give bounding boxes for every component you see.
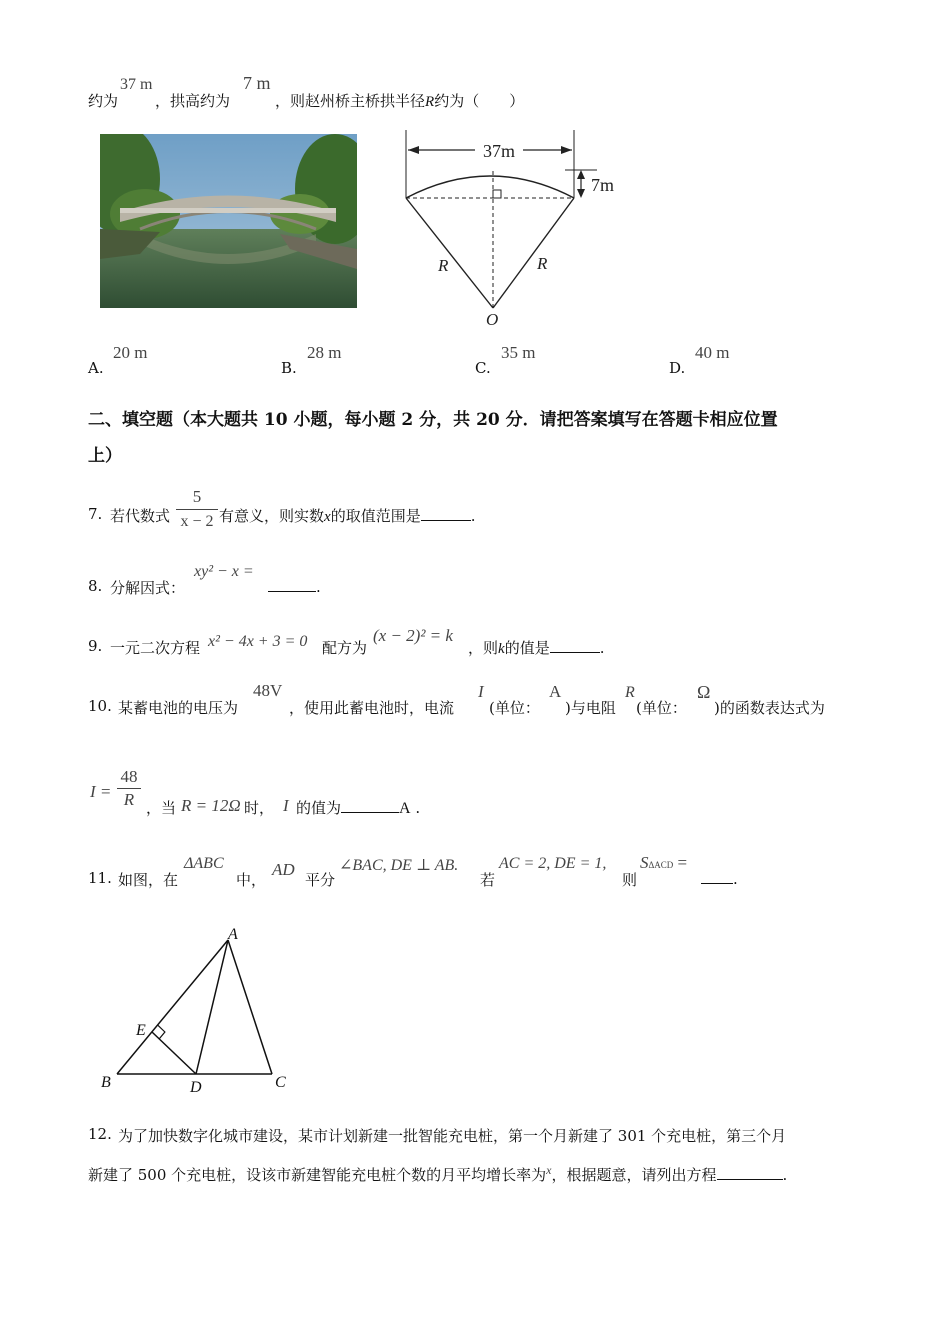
q10-text-8: 时， (244, 799, 275, 817)
q10-current-symbol: I (478, 682, 484, 701)
q7-answer-blank[interactable] (421, 506, 471, 521)
q6-stem-line: 约为 (88, 92, 119, 110)
arch-height-label: 7m (591, 175, 615, 195)
q10-formula-denominator: R (123, 790, 135, 809)
q10-unit-a: A (549, 682, 562, 701)
q10-text-3: (单位： (489, 699, 540, 717)
q10-text-2: ，使用此蓄电池时，电流 (289, 699, 455, 717)
q9-answer-blank[interactable] (550, 638, 600, 653)
q6-stem-part3: ，则赵州桥主桥拱半径R约为（ ） (275, 92, 525, 110)
q7-text-1: 若代数式 (110, 507, 171, 525)
q12-line-1: 为了加快数字化城市建设，某市计划新建一批智能充电桩，第一个月新建了 301 个充电桩，第三个月 (118, 1127, 787, 1145)
q9-text-1: 一元二次方程 (110, 639, 201, 657)
q10-current-symbol-2: I (283, 796, 289, 815)
q11-given: AC = 2, DE = 1, (499, 855, 607, 872)
point-d-label: D (190, 1079, 202, 1096)
option-a-letter: A. (88, 359, 104, 377)
q11-text-2: 中， (236, 871, 267, 889)
q6-span-value: 37 m (120, 76, 153, 93)
q10-text-5: (单位： (636, 699, 687, 717)
q10-text-4: )与电阻 (565, 699, 616, 717)
zhaozhou-bridge-photo (100, 134, 357, 308)
section-heading: 二、填空题（本大题共 10 小题，每小题 2 分，共 20 分．请把答案填写在答题卡相应位置 (88, 410, 778, 430)
triangle-figure (95, 920, 305, 1100)
q6-height-value: 7 m (243, 73, 271, 93)
q7-denominator: x − 2 (180, 513, 214, 530)
q10-text-7: ，当 (146, 799, 177, 817)
q12-number: 12. (88, 1125, 112, 1143)
q10-formula-lhs: I = (90, 782, 112, 801)
q9-text-3: ，则k的值是 . (468, 639, 605, 657)
arch-diagram (395, 128, 625, 328)
q7-fraction (176, 487, 218, 532)
q10-formula-numerator: 48 (120, 767, 138, 786)
q8-answer: . (268, 577, 321, 596)
q6-stem-part2: ，拱高约为 (155, 92, 231, 110)
q10-unit-ohm: Ω (697, 682, 711, 702)
q11-text-1: 如图，在 (118, 871, 179, 889)
q8-answer-blank[interactable] (268, 577, 316, 592)
q11-answer: . (701, 869, 738, 888)
q10-voltage: 48V (253, 681, 283, 700)
q9-text-2: 配方为 (322, 639, 368, 657)
q8-expression: xy² − x = (194, 563, 254, 580)
q12-answer-blank[interactable] (717, 1165, 783, 1180)
option-b-value: 28 m (307, 343, 342, 362)
q11-text-3: 平分 (305, 871, 336, 889)
q11-text-5: 则 (622, 871, 638, 889)
q9-equation-1: x² − 4x + 3 = 0 (208, 633, 308, 650)
vertex-b-label: B (101, 1074, 111, 1091)
option-b-letter: B. (281, 359, 297, 377)
q10-condition: R = 12Ω (181, 796, 241, 815)
q10-number: 10. (88, 697, 112, 715)
q10-text-1: 某蓄电池的电压为 (118, 699, 239, 717)
q7-number: 7. (88, 505, 103, 523)
q11-area: SΔACD = (640, 853, 688, 872)
section-heading-cont: 上） (88, 446, 122, 466)
arch-radius-right: R (537, 254, 548, 273)
option-d-letter: D. (669, 359, 686, 377)
q8-number: 8. (88, 577, 103, 595)
q11-ad: AD (272, 860, 295, 879)
q10-text-9: 的值为 A . (296, 799, 421, 817)
q11-triangle: ΔABC (184, 855, 224, 872)
q12-line-2: 新建了 500 个充电桩，设该市新建智能充电桩个数的月平均增长率为$^x$，根据题意，请列出方程 . (88, 1163, 788, 1184)
q10-formula-fraction (117, 767, 141, 810)
option-c-letter: C. (475, 359, 491, 377)
q7-text-2: 有意义，则实数x的取值范围是 . (219, 507, 476, 525)
arch-span-label: 37m (482, 141, 516, 161)
option-a-value: 20 m (113, 343, 148, 362)
q8-text: 分解因式： (110, 579, 186, 597)
vertex-a-label: A (228, 926, 238, 943)
point-e-label: E (136, 1022, 146, 1039)
arch-center-label: O (486, 310, 499, 328)
option-d-value: 40 m (695, 343, 730, 362)
q11-condition: ∠BAC, DE ⊥ AB. (339, 857, 459, 874)
q10-text-6: )的函数表达式为 (714, 699, 825, 717)
option-c-value: 35 m (501, 343, 536, 362)
q9-equation-2: (x − 2)² = k (373, 626, 453, 645)
vertex-c-label: C (275, 1074, 286, 1091)
q11-answer-blank[interactable] (701, 869, 733, 884)
q9-number: 9. (88, 637, 103, 655)
q11-number: 11. (88, 869, 112, 887)
q10-resistance-symbol: R (625, 684, 635, 701)
q7-numerator: 5 (192, 487, 202, 506)
arch-radius-left: R (438, 256, 449, 275)
q10-answer-blank[interactable] (341, 798, 399, 813)
q11-text-4: 若 (480, 871, 496, 889)
